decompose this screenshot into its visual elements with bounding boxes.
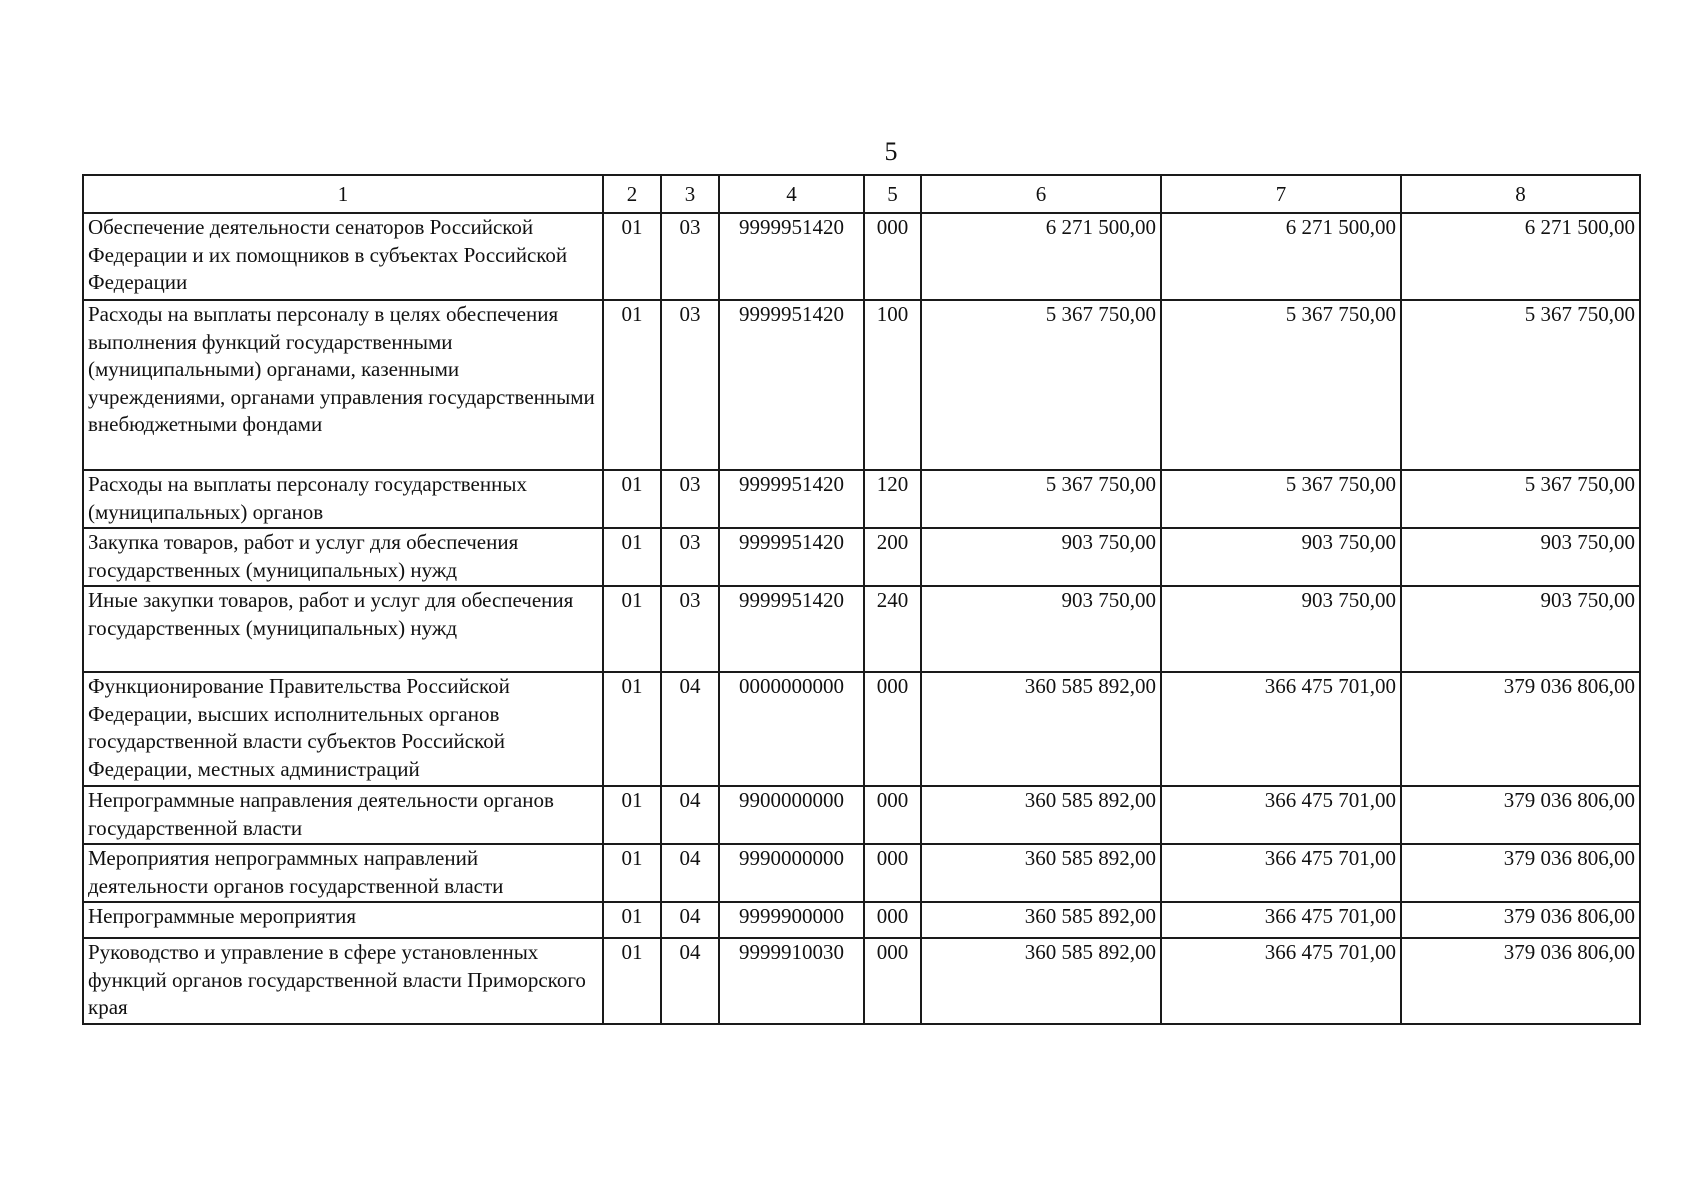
row-amount-col8: 379 036 806,00 [1401,938,1640,1024]
row-amount-col7: 366 475 701,00 [1161,938,1401,1024]
row-amount-col8: 5 367 750,00 [1401,470,1640,528]
row-target-article: 0000000000 [719,672,864,786]
row-expense-type: 120 [864,470,921,528]
row-amount-col8: 903 750,00 [1401,528,1640,586]
header-col-4: 4 [719,175,864,213]
header-col-5: 5 [864,175,921,213]
row-section: 01 [603,300,661,470]
row-name: Непрограммные мероприятия [83,902,603,938]
row-amount-col7: 903 750,00 [1161,586,1401,672]
row-section: 01 [603,938,661,1024]
row-name: Закупка товаров, работ и услуг для обеспечения государственных (муниципальных) нужд [83,528,603,586]
header-col-2: 2 [603,175,661,213]
table-row [83,528,1640,586]
row-subsection: 04 [661,844,719,902]
row-section: 01 [603,844,661,902]
row-amount-col8: 379 036 806,00 [1401,786,1640,844]
table-row [83,786,1640,844]
table-row [83,844,1640,902]
row-name: Расходы на выплаты персоналу государственных (муниципальных) органов [83,470,603,528]
row-amount-col6: 5 367 750,00 [921,300,1161,470]
row-target-article: 9999900000 [719,902,864,938]
row-section: 01 [603,586,661,672]
row-expense-type: 240 [864,586,921,672]
table-row [83,938,1640,1024]
row-subsection: 03 [661,213,719,300]
header-col-8: 8 [1401,175,1640,213]
row-target-article: 9999951420 [719,470,864,528]
row-subsection: 04 [661,902,719,938]
row-subsection: 04 [661,938,719,1024]
row-target-article: 9999951420 [719,300,864,470]
row-amount-col8: 379 036 806,00 [1401,672,1640,786]
table-row [83,586,1640,672]
row-name: Расходы на выплаты персоналу в целях обеспечения выполнения функций государственными (муниципальными) органами, казенными учреждениями, органами управления государственными внебюджетными фондами [83,300,603,470]
header-col-1: 1 [83,175,603,213]
row-expense-type: 000 [864,938,921,1024]
row-expense-type: 000 [864,672,921,786]
row-subsection: 03 [661,300,719,470]
header-col-6: 6 [921,175,1161,213]
budget-table [82,174,1641,1025]
row-name: Иные закупки товаров, работ и услуг для обеспечения государственных (муниципальных) нужд [83,586,603,672]
table-row [83,902,1640,938]
row-subsection: 04 [661,786,719,844]
row-expense-type: 000 [864,902,921,938]
table-row [83,470,1640,528]
row-expense-type: 000 [864,786,921,844]
row-amount-col7: 6 271 500,00 [1161,213,1401,300]
table-row [83,300,1640,470]
row-expense-type: 200 [864,528,921,586]
row-target-article: 9999910030 [719,938,864,1024]
row-section: 01 [603,902,661,938]
row-name: Мероприятия непрограммных направлений деятельности органов государственной власти [83,844,603,902]
header-col-7: 7 [1161,175,1401,213]
header-col-3: 3 [661,175,719,213]
row-amount-col8: 379 036 806,00 [1401,844,1640,902]
row-amount-col6: 360 585 892,00 [921,786,1161,844]
row-name: Функционирование Правительства Российской Федерации, высших исполнительных органов государственной власти субъектов Российской Федерации, местных администраций [83,672,603,786]
table-row [83,213,1640,300]
row-expense-type: 100 [864,300,921,470]
row-section: 01 [603,528,661,586]
row-amount-col6: 903 750,00 [921,586,1161,672]
row-amount-col6: 903 750,00 [921,528,1161,586]
row-amount-col8: 6 271 500,00 [1401,213,1640,300]
row-target-article: 9999951420 [719,528,864,586]
row-section: 01 [603,786,661,844]
row-amount-col6: 360 585 892,00 [921,844,1161,902]
page-number: 5 [884,137,898,166]
row-section: 01 [603,672,661,786]
row-target-article: 9999951420 [719,586,864,672]
row-expense-type: 000 [864,213,921,300]
row-amount-col7: 366 475 701,00 [1161,902,1401,938]
row-name: Руководство и управление в сфере установленных функций органов государственной власти Приморского края [83,938,603,1024]
header-row [83,175,1640,213]
row-amount-col6: 360 585 892,00 [921,938,1161,1024]
row-subsection: 03 [661,528,719,586]
row-amount-col7: 5 367 750,00 [1161,470,1401,528]
row-subsection: 03 [661,470,719,528]
row-target-article: 9900000000 [719,786,864,844]
row-amount-col8: 379 036 806,00 [1401,902,1640,938]
row-amount-col6: 6 271 500,00 [921,213,1161,300]
row-amount-col7: 366 475 701,00 [1161,672,1401,786]
row-amount-col6: 360 585 892,00 [921,672,1161,786]
table-row [83,672,1640,786]
row-name: Непрограммные направления деятельности органов государственной власти [83,786,603,844]
row-name: Обеспечение деятельности сенаторов Российской Федерации и их помощников в субъектах Российской Федерации [83,213,603,300]
row-amount-col7: 903 750,00 [1161,528,1401,586]
row-expense-type: 000 [864,844,921,902]
row-amount-col8: 5 367 750,00 [1401,300,1640,470]
row-amount-col6: 360 585 892,00 [921,902,1161,938]
row-target-article: 9990000000 [719,844,864,902]
row-subsection: 04 [661,672,719,786]
row-amount-col7: 366 475 701,00 [1161,844,1401,902]
row-amount-col7: 5 367 750,00 [1161,300,1401,470]
row-amount-col8: 903 750,00 [1401,586,1640,672]
row-subsection: 03 [661,586,719,672]
row-section: 01 [603,470,661,528]
row-target-article: 9999951420 [719,213,864,300]
row-section: 01 [603,213,661,300]
row-amount-col7: 366 475 701,00 [1161,786,1401,844]
row-amount-col6: 5 367 750,00 [921,470,1161,528]
